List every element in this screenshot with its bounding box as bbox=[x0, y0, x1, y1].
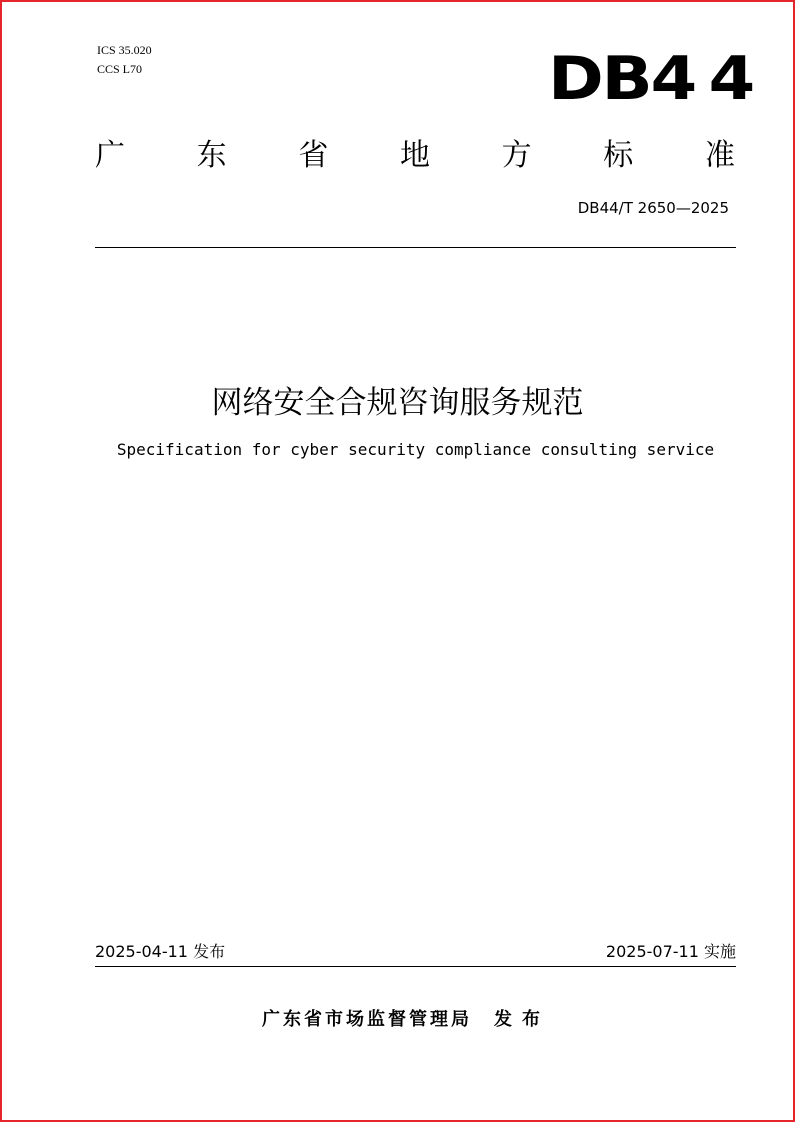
ccs-code: CCS L70 bbox=[97, 62, 143, 76]
issuer-action: 发布 bbox=[494, 1009, 550, 1030]
issuer-name: 广东省市场监督管理局 bbox=[262, 1009, 472, 1030]
header-divider bbox=[95, 247, 736, 248]
publish-date: 2025-04-11 发布 bbox=[95, 942, 226, 961]
document-title-en: Specification for cyber security compliance consulting service bbox=[116, 440, 715, 459]
logo-digits: 44 bbox=[650, 44, 767, 114]
standard-number: DB44/T 2650—2025 bbox=[577, 199, 729, 217]
standard-type-char: 准 bbox=[704, 138, 735, 173]
classification-codes bbox=[97, 41, 152, 79]
standard-type-heading bbox=[95, 134, 735, 178]
implement-date: 2025-07-11 实施 bbox=[605, 942, 736, 961]
issuing-authority bbox=[262, 1006, 550, 1034]
footer-divider bbox=[95, 966, 736, 967]
standard-type-char: 省 bbox=[298, 138, 329, 173]
logo-letters: DB bbox=[548, 44, 651, 114]
standard-type-char: 标 bbox=[603, 138, 634, 173]
ics-code: ICS 35.020 bbox=[97, 43, 152, 57]
standard-type-char: 广 bbox=[95, 138, 125, 173]
standard-type-char: 东 bbox=[196, 138, 227, 173]
standard-type-char: 方 bbox=[501, 138, 532, 173]
document-title-cn: 网络安全合规咨询服务规范 bbox=[211, 385, 584, 421]
standard-type-char: 地 bbox=[399, 138, 430, 173]
db44-logo bbox=[548, 44, 767, 114]
